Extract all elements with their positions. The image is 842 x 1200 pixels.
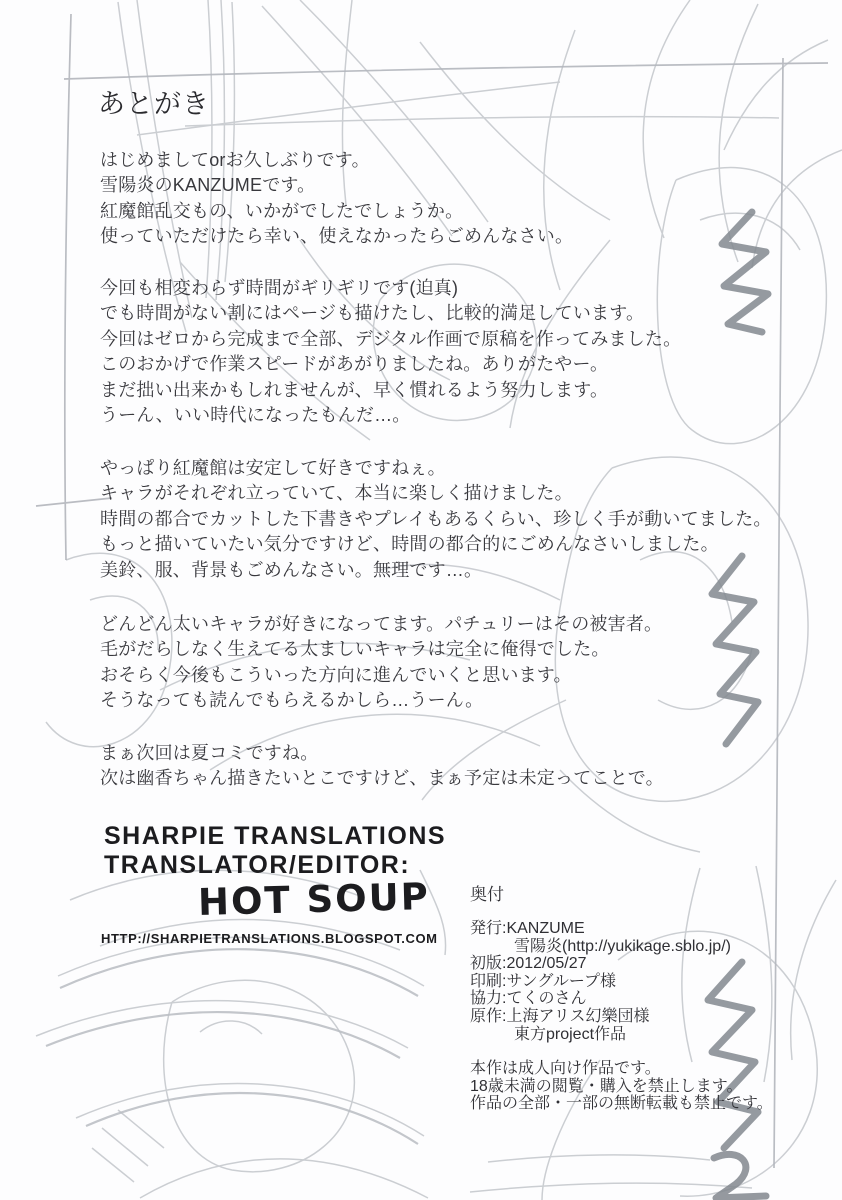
text-line: 美鈴、服、背景もごめんなさい。無理です…。 (100, 559, 483, 580)
text-line: はじめましてorお久しぶりです。 (100, 150, 370, 170)
text-line: まぁ次回は夏コミですね。 (100, 743, 319, 763)
notice-line: 作品の全部・一部の無断転載も禁止です。 (470, 1095, 773, 1113)
colophon-cooperation: 協力:てくのさん (470, 990, 587, 1008)
colophon-heading: 奥付 (470, 885, 504, 904)
text-line: でも時間がない割にはページも描けたし、比較的満足しています。 (100, 303, 645, 324)
text-line: 次は幽香ちゃん描きたいとこですけど、まぁ予定は未定ってことで。 (100, 768, 664, 789)
afterword-paragraph-5 (100, 741, 664, 792)
afterword-title: あとがき (98, 89, 210, 119)
colophon-publisher: 発行:KANZUME (470, 920, 585, 937)
translator-name: HOT SOUP (197, 874, 431, 925)
text-line: このおかげで作業スピードがあがりましたね。ありがたやー。 (100, 354, 609, 375)
dark-scribble-marks (708, 212, 768, 1198)
text-line: 今回も相変わらず時間がギリギリです(迫真) (100, 278, 459, 298)
text-line: やっぱり紅魔館は安定して好きですねぇ。 (100, 458, 446, 478)
translator-group-name: SHARPIE TRANSLATIONS (104, 822, 447, 850)
text-line: 毛がだらしなく生えてる太ましいキャラは完全に俺得でした。 (100, 639, 610, 660)
adult-content-notice (470, 1060, 773, 1113)
text-line: 時間の都合でカットした下書きやプレイもあるくらい、珍しく手が動いてました。 (100, 508, 772, 529)
text-line: おそらく今後もこういった方向に進んでいくと思います。 (100, 664, 572, 685)
heavy-hair-strokes (46, 949, 418, 1144)
colophon-circle-url: 雪陽炎(http://yukikage.sblo.jp/) (514, 937, 731, 955)
translator-role-label: TRANSLATOR/EDITOR: (104, 851, 411, 879)
colophon-first-edition-date: 初版:2012/05/27 (470, 955, 587, 973)
text-line: うーん、いい時代になったもんだ…。 (100, 405, 411, 426)
colophon-printer: 印刷:サングループ様 (470, 972, 617, 990)
text-line: もっと描いていたい気分ですけど、時間の都合的にごめんなさいしました。 (100, 534, 719, 555)
text-line: どんどん太いキャラが好きになってます。パチュリーはその被害者。 (100, 614, 663, 634)
text-line: 使っていただけたら幸い、使えなかったらごめんなさい。 (100, 226, 574, 247)
afterword-paragraph-1 (100, 148, 573, 250)
notice-line: 18歳未満の閲覧・購入を禁止します。 (470, 1077, 743, 1095)
text-line: 紅魔館乱交もの、いかがでしたでしょうか。 (100, 200, 464, 221)
text-line: まだ拙い出来かもしれませんが、早く慣れるよう努力します。 (100, 379, 609, 400)
colophon-original-series: 東方project作品 (514, 1025, 627, 1043)
notice-line: 本作は成人向け作品です。 (470, 1060, 661, 1077)
afterword-paragraph-3 (100, 456, 772, 583)
text-line: そうなっても読んでもらえるかしら…うーん。 (100, 690, 484, 711)
translator-blog-url: HTTP://SHARPIETRANSLATIONS.BLOGSPOT.COM (101, 931, 438, 946)
text-line: 今回はゼロから完成まで全部、デジタル作画で原稿を作ってみました。 (100, 328, 682, 349)
colophon-entries (470, 920, 731, 1043)
afterword-paragraph-4 (100, 612, 662, 714)
afterword-paragraph-2 (100, 276, 681, 428)
colophon-original-work: 原作:上海アリス幻樂団様 (470, 1007, 650, 1025)
text-line: キャラがそれぞれ立っていて、本当に楽しく描けました。 (100, 483, 573, 504)
text-line: 雪陽炎のKANZUMEです。 (100, 175, 316, 196)
